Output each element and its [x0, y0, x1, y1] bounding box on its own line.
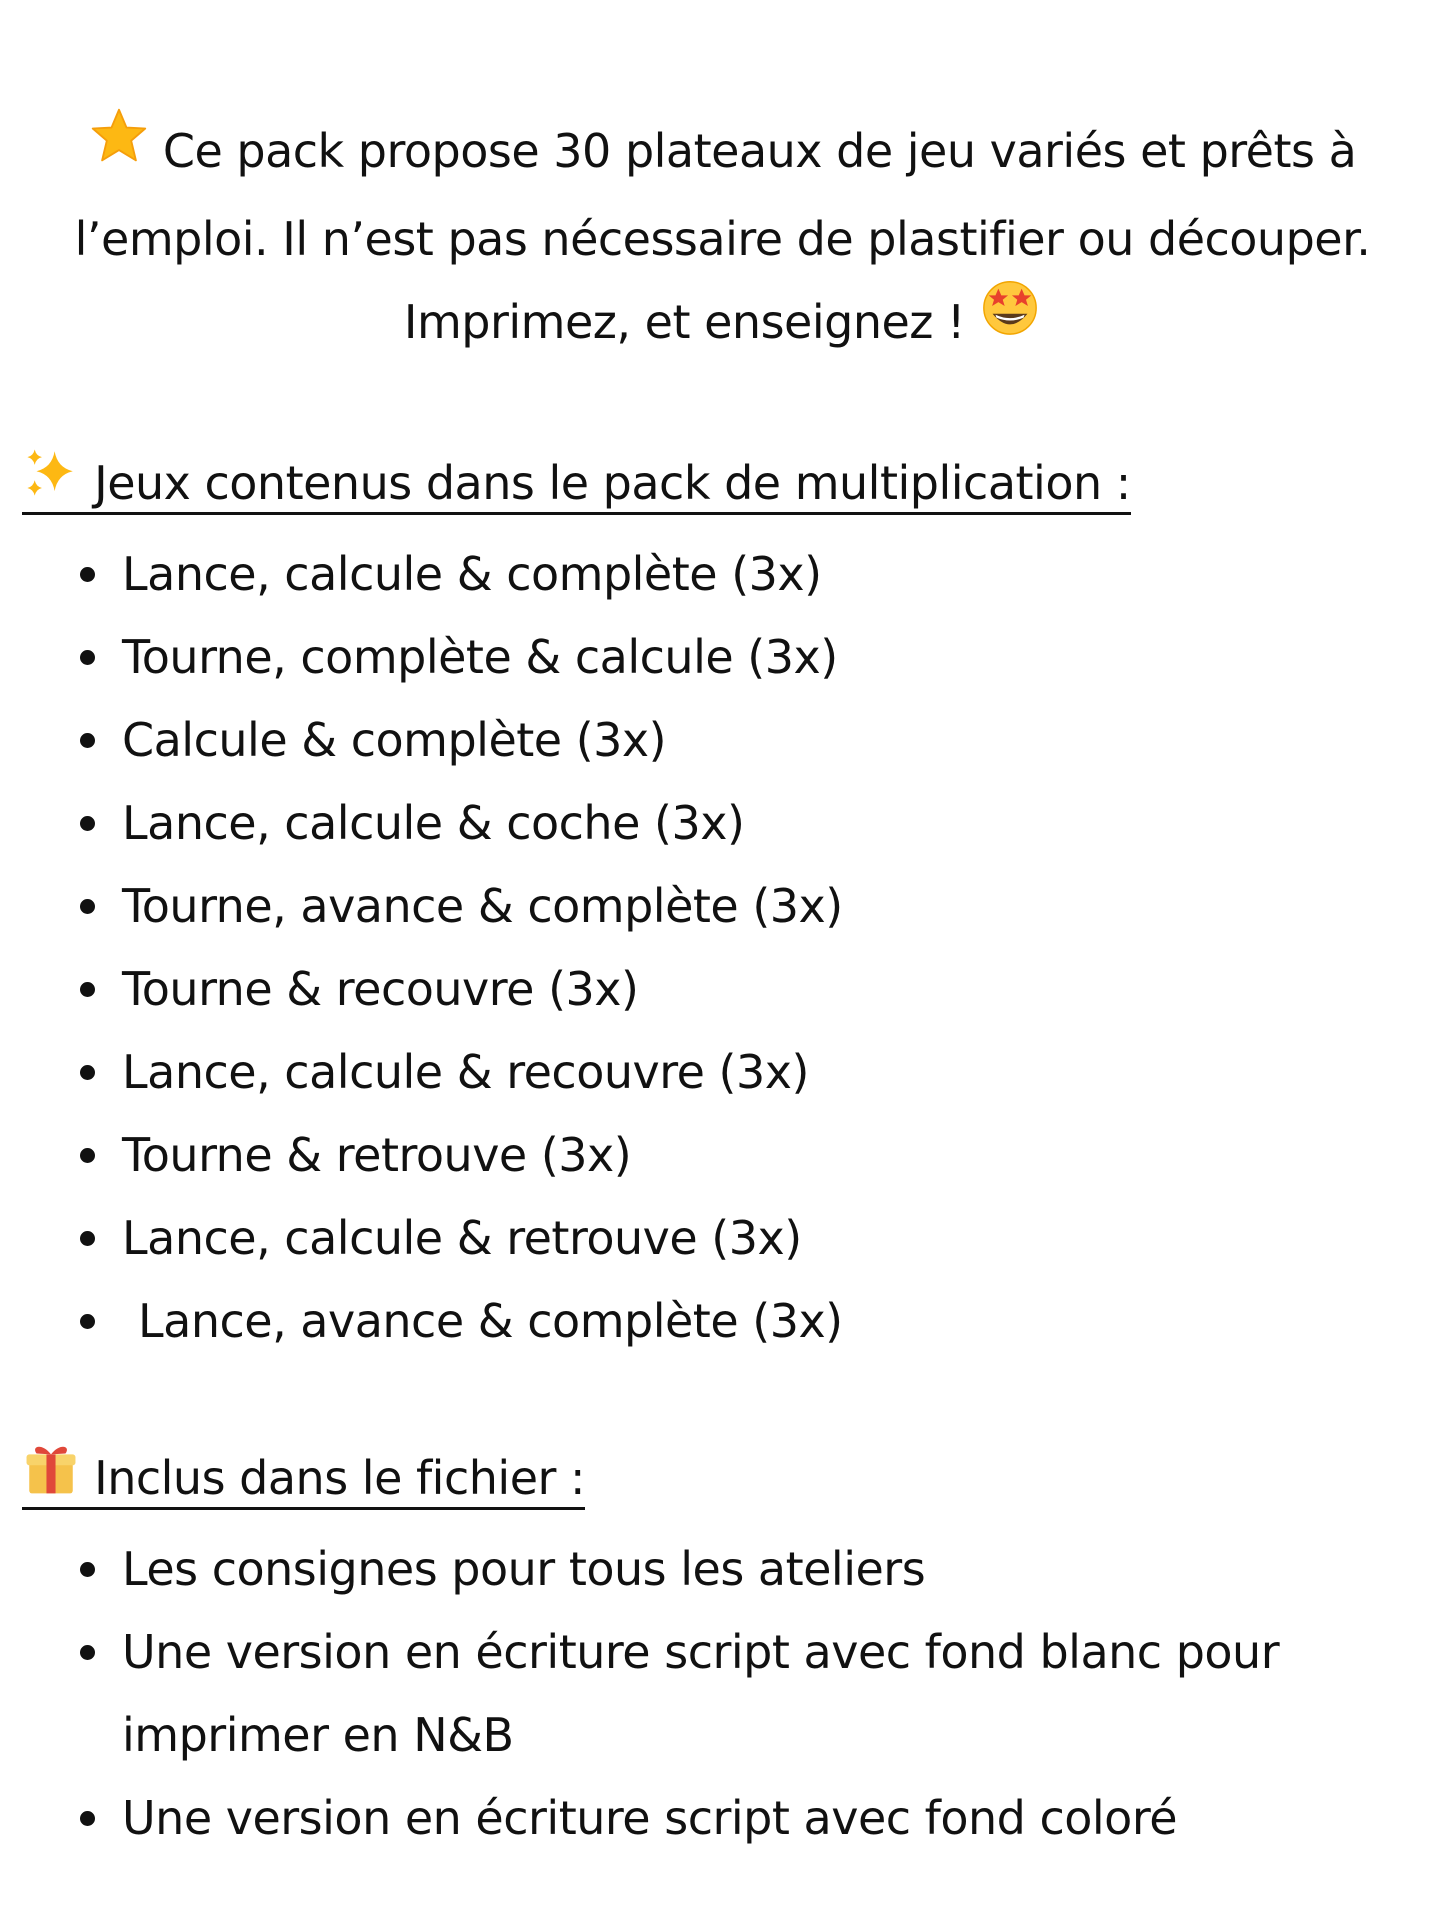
bullet-icon	[80, 899, 95, 914]
games-list	[0, 533, 843, 1363]
bullet-icon	[80, 650, 95, 665]
bullet-icon	[80, 733, 95, 748]
sparkles-icon	[22, 444, 80, 516]
bullet-icon	[80, 1148, 95, 1163]
included-section-heading	[22, 1445, 585, 1517]
list-item: Tourne, complète & calcule (3x)	[0, 616, 843, 699]
bullet-icon	[80, 1065, 95, 1080]
bullet-icon	[80, 1562, 95, 1577]
bullet-icon	[80, 982, 95, 997]
included-heading-text: Inclus dans le fichier :	[94, 1450, 586, 1505]
bullet-icon	[80, 567, 95, 582]
list-item: Lance, calcule & coche (3x)	[0, 782, 843, 865]
list-item: Les consignes pour tous les ateliers	[0, 1528, 1382, 1611]
bullet-icon	[80, 1645, 95, 1660]
intro-text: Ce pack propose 30 plateaux de jeu variés et prêts à l’emploi. Il n’est pas nécessaire de plastifier ou découper. Imprimez, et enseignez !	[74, 124, 1371, 349]
star-icon	[89, 106, 149, 192]
list-item: Tourne, avance & complète (3x)	[0, 865, 843, 948]
list-item: Une version en écriture script avec fond blanc pour imprimer en N&B	[0, 1611, 1382, 1777]
games-heading-text: Jeux contenus dans le pack de multiplication :	[94, 455, 1131, 510]
list-item: Une version en écriture script avec fond coloré	[0, 1777, 1382, 1860]
list-item: Lance, calcule & retrouve (3x)	[0, 1197, 843, 1280]
list-item: Lance, calcule & complète (3x)	[0, 533, 843, 616]
star-struck-face-icon	[979, 275, 1041, 363]
bullet-icon	[80, 1811, 95, 1826]
bullet-icon	[80, 1314, 95, 1329]
bullet-icon	[80, 1231, 95, 1246]
list-item: Calcule & complète (3x)	[0, 699, 843, 782]
included-list	[0, 1528, 1382, 1860]
games-section-heading	[22, 450, 1131, 522]
list-item: Tourne & recouvre (3x)	[0, 948, 843, 1031]
bullet-icon	[80, 816, 95, 831]
intro-paragraph	[40, 110, 1405, 369]
list-item: Tourne & retrouve (3x)	[0, 1114, 843, 1197]
list-item: Lance, calcule & recouvre (3x)	[0, 1031, 843, 1114]
gift-icon	[22, 1439, 80, 1511]
list-item: Lance, avance & complète (3x)	[0, 1280, 843, 1363]
